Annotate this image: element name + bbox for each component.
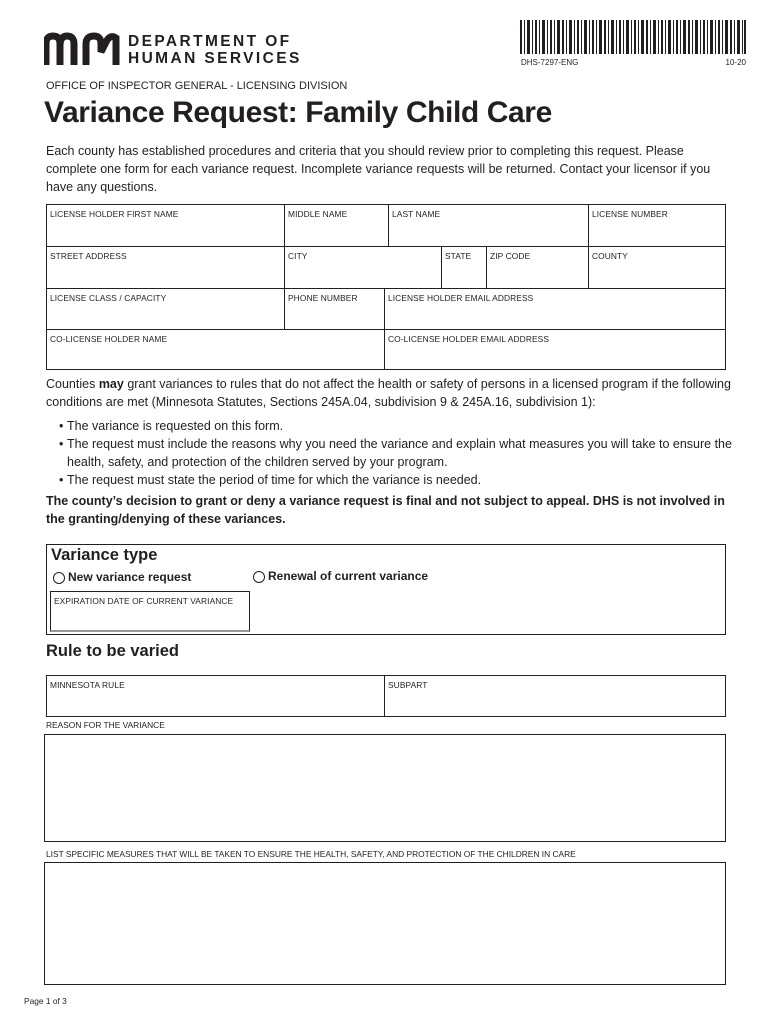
co-license-email-field[interactable]: CO-LICENSE HOLDER EMAIL ADDRESS — [384, 329, 726, 370]
conditions-list — [46, 417, 736, 489]
email-field[interactable]: LICENSE HOLDER EMAIL ADDRESS — [384, 288, 726, 329]
middle-name-field[interactable]: MIDDLE NAME — [284, 204, 388, 246]
page-number: Page 1 of 3 — [24, 996, 67, 1006]
rule-grid — [46, 675, 726, 717]
barcode — [520, 20, 746, 54]
street-address-field[interactable]: STREET ADDRESS — [46, 246, 284, 288]
intro-text: Each county has established procedures and criteria that you should review prior to completing this request. Please complete one form for each variance request. Incomplete variance requests will be returned. Contact your licensor if you have any questions. — [46, 144, 711, 194]
page-title: Variance Request: Family Child Care — [44, 96, 552, 129]
conditions-text: Counties may grant variances to rules that do not affect the health or safety of persons in a licensed program if the following conditions are met (Minnesota Statutes, Sections 245A.04, subdivision 9 & 245A.16, subdivision 1): — [46, 377, 731, 409]
final-decision-note: The county’s decision to grant or deny a variance request is final and not subject to appeal. DHS is not involved in the granting/denying of these variances. — [46, 494, 725, 526]
reason-label: REASON FOR THE VARIANCE — [46, 720, 165, 730]
list-item: • The variance is requested on this form. — [46, 417, 736, 435]
renewal-variance-option[interactable]: Renewal of current variance — [253, 569, 428, 583]
logo-line-2: HUMAN SERVICES — [128, 50, 302, 67]
co-license-name-field[interactable]: CO-LICENSE HOLDER NAME — [46, 329, 384, 370]
list-item: • The request must state the period of time for which the variance is needed. — [46, 471, 736, 489]
state-field[interactable]: STATE — [441, 246, 486, 288]
last-name-field[interactable]: LAST NAME — [388, 204, 588, 246]
license-info-grid — [46, 204, 726, 370]
new-variance-radio[interactable] — [53, 572, 65, 584]
city-field[interactable]: CITY — [284, 246, 441, 288]
form-code: DHS-7297-ENG — [521, 58, 579, 67]
form-date: 10-20 — [725, 58, 746, 67]
zip-code-field[interactable]: ZIP CODE — [486, 246, 588, 288]
phone-number-field[interactable]: PHONE NUMBER — [284, 288, 384, 329]
variance-type-heading: Variance type — [51, 546, 158, 564]
variance-type-section — [46, 544, 726, 635]
measures-label: LIST SPECIFIC MEASURES THAT WILL BE TAKEN TO ENSURE THE HEALTH, SAFETY, AND PROTECTION OF THE CHILDREN IN CARE — [46, 849, 576, 859]
expiration-date-field[interactable]: EXPIRATION DATE OF CURRENT VARIANCE — [50, 591, 250, 632]
license-class-field[interactable]: LICENSE CLASS / CAPACITY — [46, 288, 284, 329]
office-line: OFFICE OF INSPECTOR GENERAL - LICENSING DIVISION — [46, 80, 348, 92]
dhs-logo — [44, 32, 314, 68]
rule-heading: Rule to be varied — [46, 642, 179, 660]
measures-textarea[interactable] — [44, 862, 726, 985]
minnesota-rule-field[interactable]: MINNESOTA RULE — [46, 675, 384, 716]
mn-logo-icon — [44, 32, 120, 66]
license-number-field[interactable]: LICENSE NUMBER — [588, 204, 726, 246]
subpart-field[interactable]: SUBPART — [384, 675, 726, 716]
list-item: • The request must include the reasons why you need the variance and explain what measures you will take to ensure the health, safety, and protection of the children served by your program. — [46, 435, 736, 471]
new-variance-option[interactable]: New variance request — [53, 570, 191, 584]
county-field[interactable]: COUNTY — [588, 246, 726, 288]
renewal-variance-radio[interactable] — [253, 571, 265, 583]
logo-line-1: DEPARTMENT OF — [128, 33, 292, 50]
first-name-field[interactable]: LICENSE HOLDER FIRST NAME — [46, 204, 284, 246]
reason-textarea[interactable] — [44, 734, 726, 842]
